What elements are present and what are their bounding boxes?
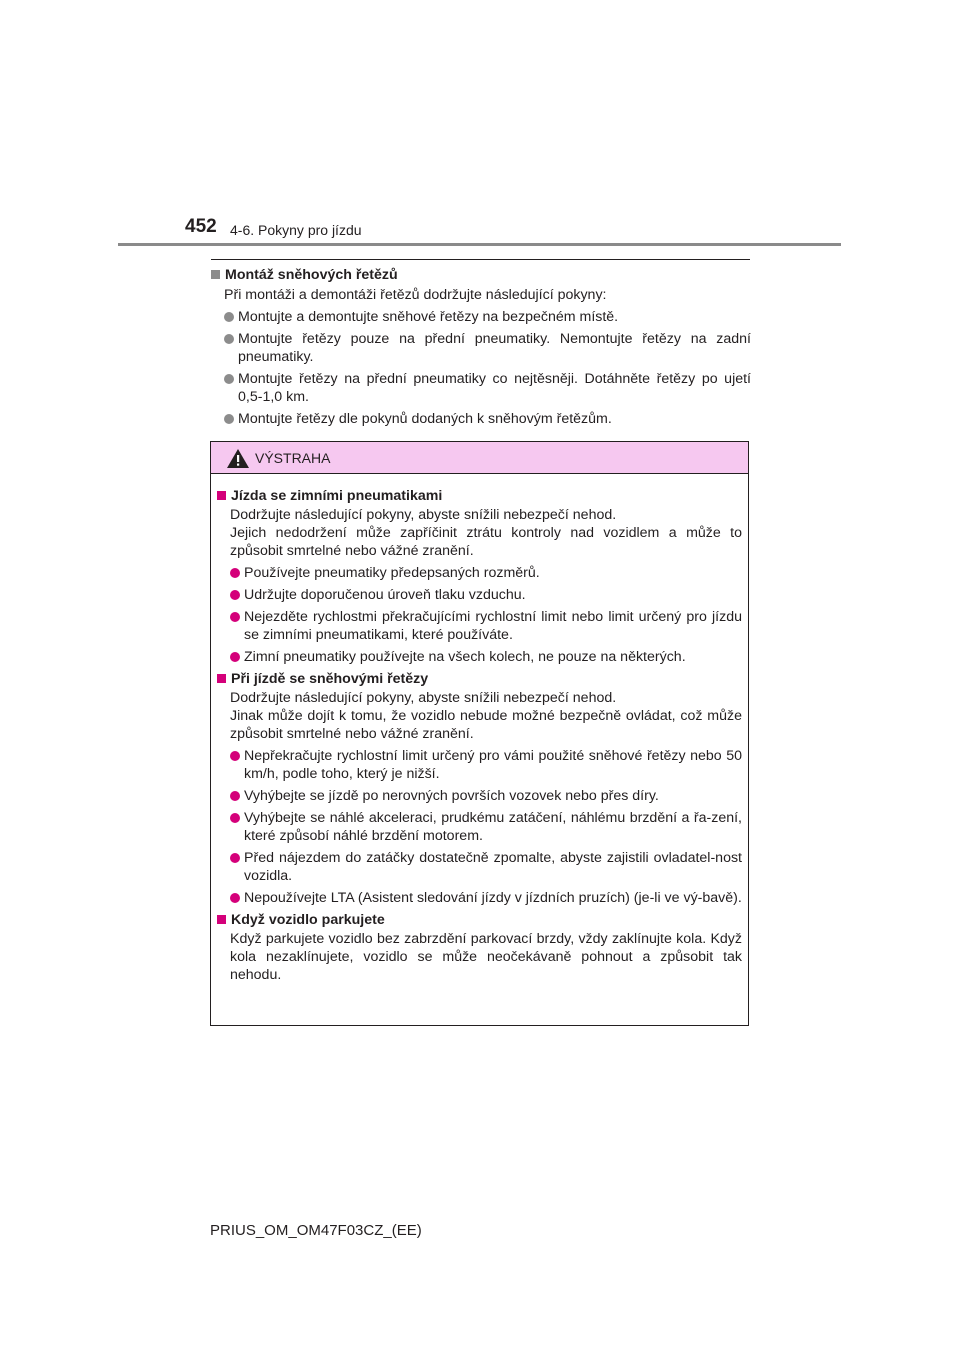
bullet-dot-icon xyxy=(230,590,240,600)
section-intro: Při montáži a demontáži řetězů dodržujte následující pokyny: xyxy=(224,287,607,303)
warning-box xyxy=(210,441,749,1026)
square-bullet-icon xyxy=(217,491,226,500)
list-item: Nepřekračujte rychlostní limit určený pro vámi použité sněhové řetězy nebo 50 km/h, podle toho, který je nižší. xyxy=(217,747,742,783)
bullet-dot-icon xyxy=(224,414,234,424)
bullet-dot-icon xyxy=(230,813,240,823)
list-item: Před nájezdem do zatáčky dostatečně zpomalte, abyste zajistili ovladatel-nost vozidla. xyxy=(217,849,742,885)
bullet-dot-icon xyxy=(230,568,240,578)
list-item: Nejezděte rychlostmi překračujícími rychlostní limit nebo limit určený pro jízdu se zimními pneumatikami, které používáte. xyxy=(217,608,742,644)
warning-body xyxy=(211,474,748,984)
warning-text: Dodržujte následující pokyny, abyste snížili nebezpečí nehod. Jinak může dojít k tomu, že vozidlo nebude možné bezpečně ovládat, což může způsobit smrtelné nebo vážné zranění. xyxy=(230,690,742,742)
warning-text: Když parkujete vozidlo bez zabrzdění parkovací brzdy, vždy zaklínujte kola. Když kola nezaklínujete, vozidlo se může neočekávaně pohnout a způsobit tak nehodu. xyxy=(230,931,742,983)
warning-label: VÝSTRAHA xyxy=(255,450,331,466)
section-heading xyxy=(211,266,751,284)
bullet-dot-icon xyxy=(230,751,240,761)
footer-doc-code: PRIUS_OM_OM47F03CZ_(EE) xyxy=(210,1222,422,1239)
warning-header xyxy=(211,442,748,474)
square-bullet-icon xyxy=(211,270,220,279)
warning-heading-parking: Když vozidlo parkujete xyxy=(217,911,742,929)
bullet-dot-icon xyxy=(224,312,234,322)
bullet-dot-icon xyxy=(230,612,240,622)
list-item: Montujte řetězy na přední pneumatiky co nejtěsněji. Dotáhněte řetězy po ujetí 0,5-1,0 km. xyxy=(211,370,751,406)
header-rule xyxy=(118,243,841,246)
section-title: Montáž sněhových řetězů xyxy=(225,267,398,283)
square-bullet-icon xyxy=(217,915,226,924)
warning-heading-winter-tires: Jízda se zimními pneumatikami xyxy=(217,487,742,505)
list-item: Montujte a demontujte sněhové řetězy na bezpečném místě. xyxy=(211,308,751,326)
bullet-dot-icon xyxy=(230,652,240,662)
list-item: Montujte řetězy dle pokynů dodaných k sněhovým řetězům. xyxy=(211,410,751,428)
warning-text: Dodržujte následující pokyny, abyste snížili nebezpečí nehod. Jejich nedodržení může zapříčinit ztrátu kontroly nad vozidlem a může to způsobit smrtelné nebo vážné zranění. xyxy=(230,507,742,559)
list-item: Montujte řetězy pouze na přední pneumatiky. Nemontujte řetězy na zadní pneumatiky. xyxy=(211,330,751,366)
bullet-dot-icon xyxy=(224,374,234,384)
list-item: Používejte pneumatiky předepsaných rozměrů. xyxy=(217,564,742,582)
square-bullet-icon xyxy=(217,674,226,683)
bullet-dot-icon xyxy=(230,893,240,903)
bullet-dot-icon xyxy=(230,853,240,863)
bullet-dot-icon xyxy=(224,334,234,344)
section-rule xyxy=(211,259,750,260)
page-number: 452 xyxy=(185,216,217,237)
warning-triangle-icon xyxy=(227,449,249,468)
bullet-dot-icon xyxy=(230,791,240,801)
list-item: Zimní pneumatiky používejte na všech kolech, ne pouze na některých. xyxy=(217,648,742,666)
warning-heading-snow-chains: Při jízdě se sněhovými řetězy xyxy=(217,670,742,688)
list-item: Udržujte doporučenou úroveň tlaku vzduchu. xyxy=(217,586,742,604)
section-snow-chains xyxy=(211,266,751,432)
chapter-title: 4-6. Pokyny pro jízdu xyxy=(230,222,362,238)
list-item: Vyhýbejte se jízdě po nerovných površích vozovek nebo přes díry. xyxy=(217,787,742,805)
list-item: Nepoužívejte LTA (Asistent sledování jízdy v jízdních pruzích) (je-li ve vý-bavě). xyxy=(217,889,742,907)
list-item: Vyhýbejte se náhlé akceleraci, prudkému zatáčení, náhlému brzdění a řa-zení, které způsobí náhlé brzdění motorem. xyxy=(217,809,742,845)
